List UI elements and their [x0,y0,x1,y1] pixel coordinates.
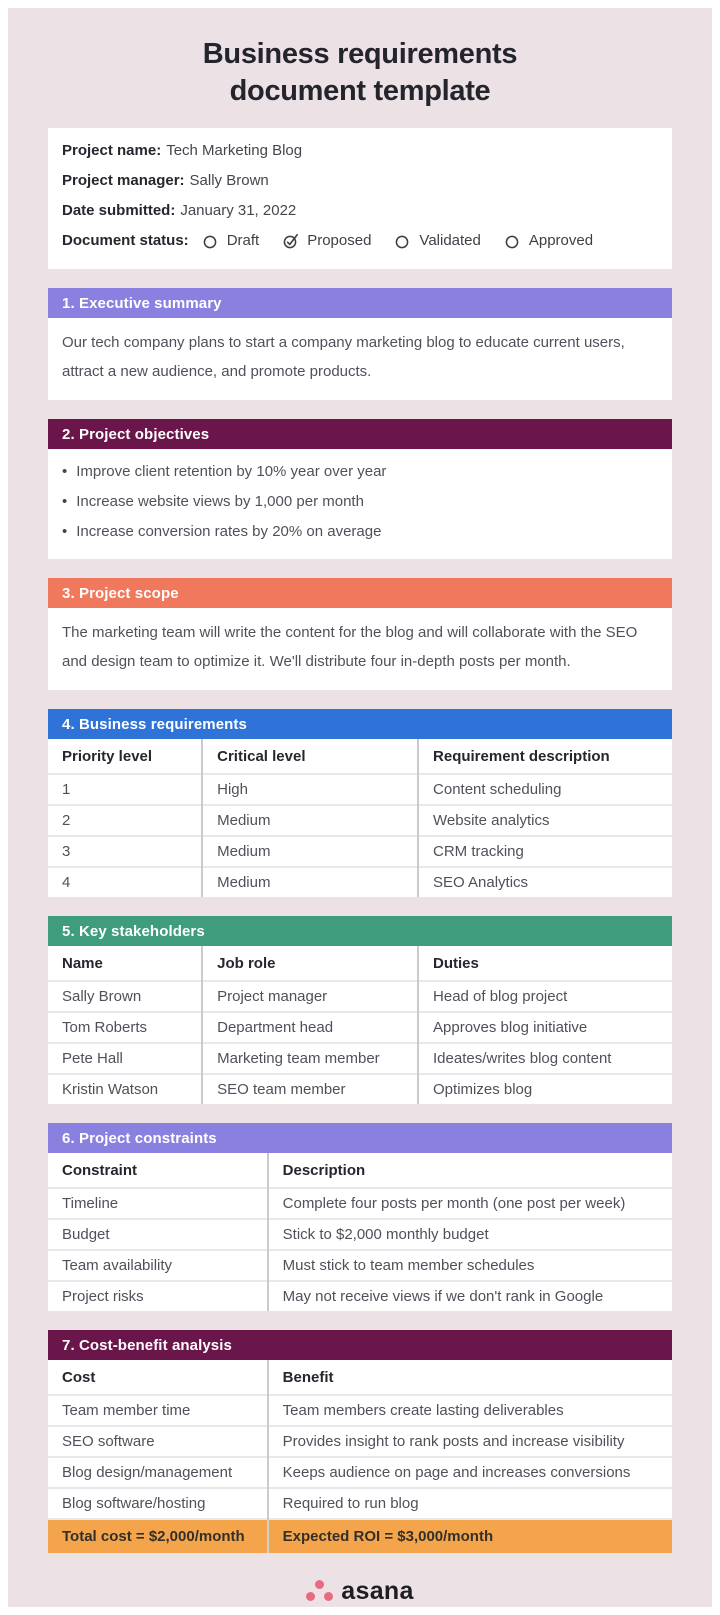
meta-field-value: January 31, 2022 [180,202,297,219]
bullet-list [48,449,672,559]
table-total-cell: Total cost = $2,000/month [48,1519,268,1553]
status-option-approved[interactable] [505,226,593,256]
section-header [48,1330,672,1360]
section-paragraph: Our tech company plans to start a company marketing blog to educate current users, attract a new audience, and promote products. [62,334,625,380]
table-row [48,1281,672,1311]
table-total-row [48,1519,672,1553]
table-row [48,1488,672,1519]
meta-field [62,196,658,226]
table-row [48,805,672,836]
section-title: 5. Key stakeholders [62,922,205,940]
table-cell: Ideates/writes blog content [418,1043,672,1074]
document-status-label: Document status: [62,232,189,249]
table-row [48,1426,672,1457]
status-option-validated[interactable] [395,226,480,256]
meta-field [62,166,658,196]
table-cell: Content scheduling [418,774,672,805]
table-cell: Project risks [48,1281,268,1311]
page-title-line1: Business requirements [202,38,518,70]
table-cell: Kristin Watson [48,1074,202,1104]
table-header-row [48,946,672,981]
meta-field-label: Date submitted: [62,202,176,219]
table-cell: 1 [48,774,202,805]
table-row [48,1043,672,1074]
meta-field-label: Project manager: [62,172,185,189]
column-header: Benefit [268,1360,672,1395]
meta-field-value: Sally Brown [189,172,269,189]
section-table [48,1153,672,1311]
table-cell: Project manager [202,981,418,1012]
column-header: Constraint [62,1162,137,1179]
table-cell: SEO Analytics [418,867,672,897]
section-table [48,946,672,1104]
table-cell: Must stick to team member schedules [268,1250,672,1281]
column-header: Description [268,1153,672,1188]
table-cell: Sally Brown [48,981,202,1012]
table-cell: Stick to $2,000 monthly budget [268,1219,672,1250]
bullet-item: • Increase website views by 1,000 per month [62,487,658,517]
table-row [48,774,672,805]
table-total-cell: Expected ROI = $3,000/month [268,1519,672,1553]
table-row [48,1074,672,1104]
table-cell: Team members create lasting deliverables [268,1395,672,1426]
section-table [48,1360,672,1553]
asana-logo-dot [315,1580,324,1589]
table-cell: 4 [48,867,202,897]
meta-field-value: Tech Marketing Blog [166,142,303,159]
section-header [48,578,672,608]
status-option-label: Proposed [307,232,372,249]
bullet-item: • Increase conversion rates by 20% on average [62,517,658,547]
section-5 [48,916,672,1104]
section-header [48,1123,672,1153]
table-cell: High [202,774,418,805]
table-cell: Medium [202,836,418,867]
table-cell: 2 [48,805,202,836]
section-title: 1. Executive summary [62,294,222,312]
table-cell: Head of blog project [418,981,672,1012]
section-table [48,739,672,897]
column-header: Requirement description [418,739,672,774]
table-cell: Medium [202,805,418,836]
table-cell: Team availability [48,1250,268,1281]
status-option-label: Draft [226,232,260,249]
section-header [48,288,672,318]
page-title-line2: document template [229,75,491,107]
page-title [48,36,672,110]
table-cell: 3 [48,836,202,867]
table-row [48,1457,672,1488]
meta-field [62,136,658,166]
status-options [189,226,593,256]
section-7 [48,1330,672,1553]
table-cell: May not receive views if we don't rank in Google [268,1281,672,1311]
table-cell: Keeps audience on page and increases conversions [268,1457,672,1488]
section-2 [48,419,672,559]
section-header [48,916,672,946]
radio-icon [505,233,523,249]
table-cell: Website analytics [418,805,672,836]
radio-icon [203,233,221,249]
status-option-label: Approved [528,232,594,249]
section-header [48,419,672,449]
table-cell: Approves blog initiative [418,1012,672,1043]
table-cell: Medium [202,867,418,897]
column-header: Priority level [62,748,153,765]
meta-fields [62,136,658,226]
table-cell: Team member time [48,1395,268,1426]
column-header: Duties [418,946,672,981]
asana-logo-icon [306,1580,333,1603]
section-header [48,709,672,739]
radio-checked-icon [283,233,301,249]
table-cell: Blog software/hosting [48,1488,268,1519]
asana-logo-dot [306,1592,315,1601]
radio-icon [395,233,413,249]
table-row [48,1250,672,1281]
page-background [8,8,712,1607]
status-option-draft[interactable] [203,226,260,256]
column-header: Name [62,955,103,972]
table-row [48,836,672,867]
column-header: Job role [202,946,418,981]
section-paragraph: The marketing team will write the content for the blog and will collaborate with the SEO and design team to optimize it. We'll distribute four in-depth posts per month. [62,624,638,670]
table-cell: Timeline [48,1188,268,1219]
section-3 [48,578,672,690]
table-header-row [48,1360,672,1395]
table-cell: Optimizes blog [418,1074,672,1104]
footer [48,1577,672,1606]
table-row [48,1219,672,1250]
section-title: 4. Business requirements [62,715,247,733]
table-row [48,867,672,897]
section-title: 3. Project scope [62,584,179,602]
table-row [48,1012,672,1043]
table-cell: Pete Hall [48,1043,202,1074]
status-option-label: Validated [419,232,481,249]
table-cell: Required to run blog [268,1488,672,1519]
section-4 [48,709,672,897]
table-header-row [48,739,672,774]
table-cell: Provides insight to rank posts and increase visibility [268,1426,672,1457]
table-cell: Complete four posts per month (one post per week) [268,1188,672,1219]
table-row [48,1395,672,1426]
section-title: 2. Project objectives [62,425,210,443]
asana-logo-dot [324,1592,333,1601]
table-cell: SEO team member [202,1074,418,1104]
table-cell: Marketing team member [202,1043,418,1074]
table-header-row [48,1153,672,1188]
document-status-row [62,226,658,256]
table-cell: Tom Roberts [48,1012,202,1043]
section-title: 7. Cost-benefit analysis [62,1336,232,1354]
asana-wordmark: asana [341,1577,414,1605]
status-option-proposed[interactable] [283,226,371,256]
table-cell: CRM tracking [418,836,672,867]
section-6 [48,1123,672,1311]
table-cell: Budget [48,1219,268,1250]
column-header: Cost [62,1369,96,1386]
bullet-item: • Improve client retention by 10% year over year [62,457,658,487]
section-title: 6. Project constraints [62,1129,217,1147]
project-info-card [48,128,672,269]
table-row [48,1188,672,1219]
table-cell: SEO software [48,1426,268,1457]
meta-field-label: Project name: [62,142,162,159]
table-row [48,981,672,1012]
column-header: Critical level [202,739,418,774]
sections [48,288,672,1553]
table-cell: Blog design/management [48,1457,268,1488]
section-1 [48,288,672,400]
table-cell: Department head [202,1012,418,1043]
